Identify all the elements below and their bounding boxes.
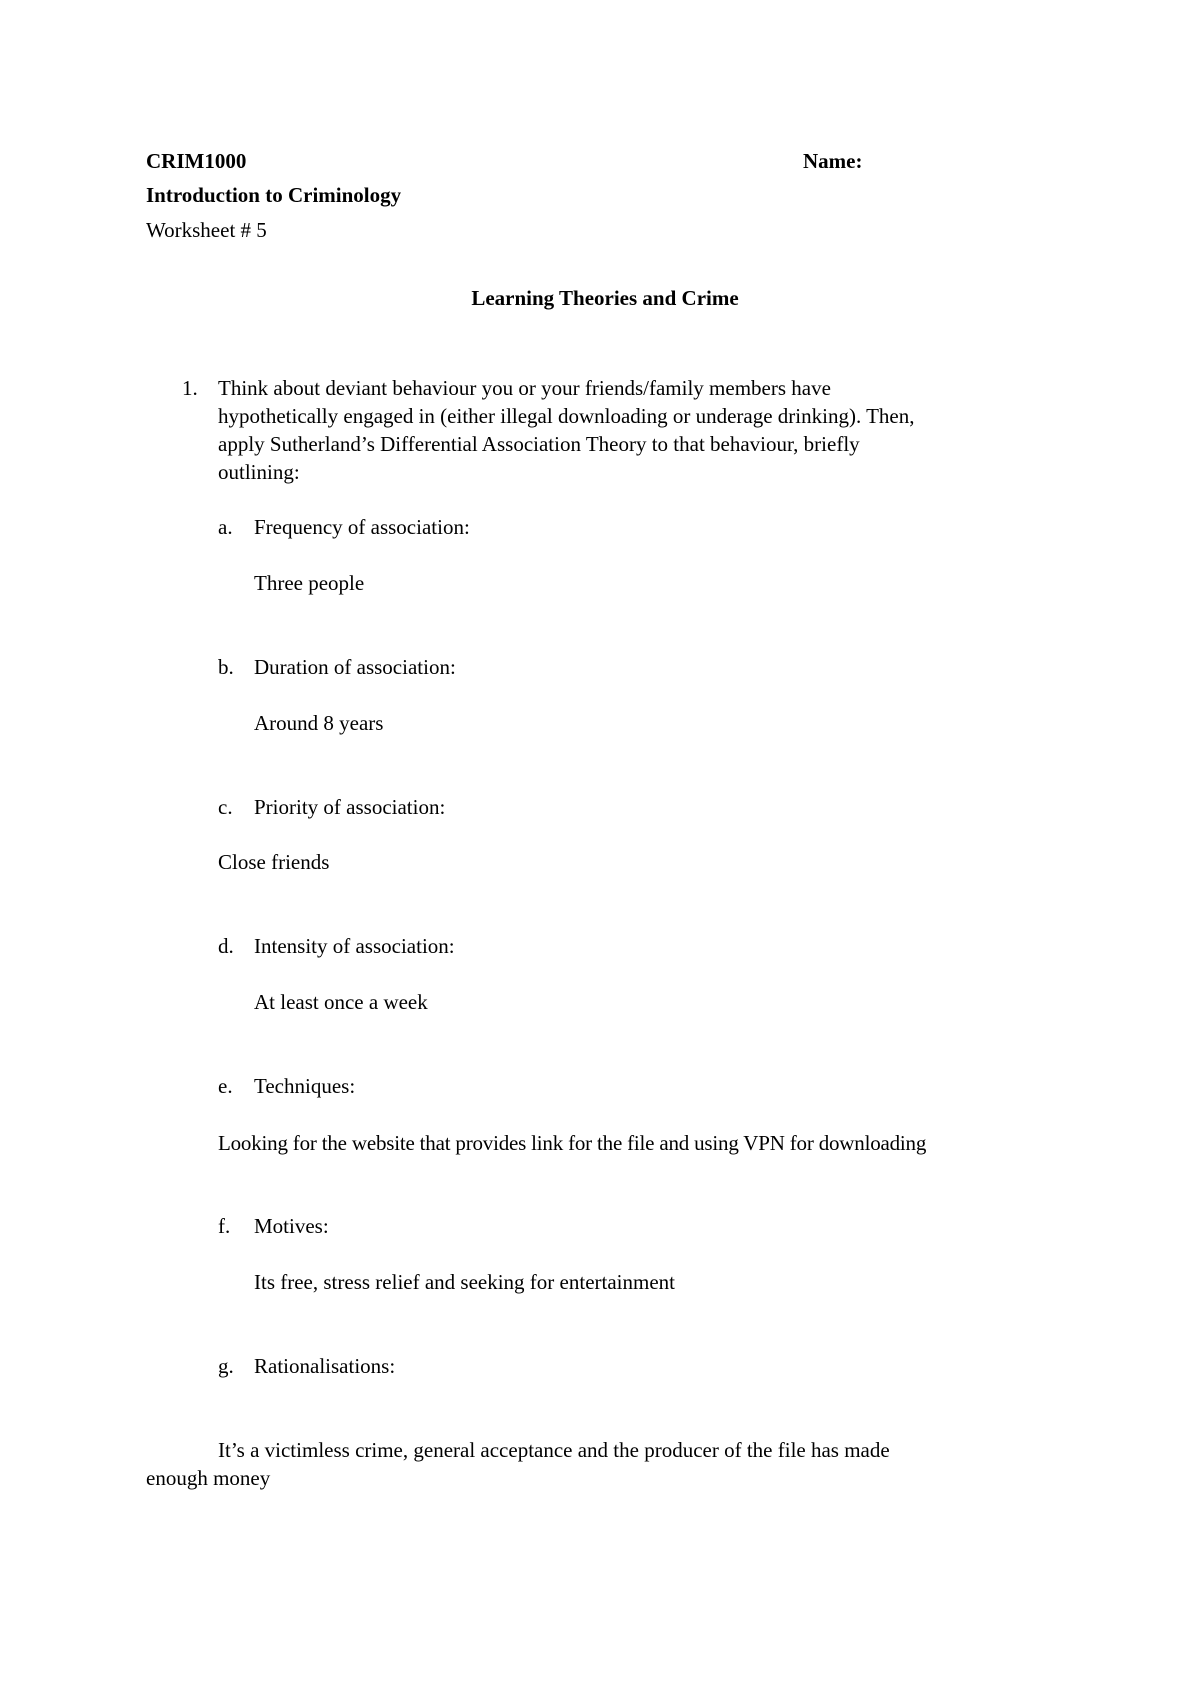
item-label: Rationalisations: [254, 1354, 396, 1378]
item-letter: c. [218, 795, 233, 819]
question-line: Think about deviant behaviour you or your friends/family members have [218, 376, 831, 400]
item-letter: g. [218, 1354, 234, 1378]
item-label: Duration of association: [254, 655, 456, 679]
page-title: Learning Theories and Crime [471, 286, 739, 310]
item-answer: Its free, stress relief and seeking for entertainment [254, 1270, 675, 1294]
item-label: Techniques: [254, 1074, 356, 1098]
question-line: outlining: [218, 460, 300, 484]
question-line: apply Sutherland’s Differential Association Theory to that behaviour, briefly [218, 432, 860, 456]
question-line: hypothetically engaged in (either illegal downloading or underage drinking). Then, [218, 404, 915, 428]
item-letter: f. [218, 1214, 231, 1238]
item-answer-line: enough money [146, 1466, 271, 1490]
item-answer: Three people [254, 571, 365, 595]
course-title: Introduction to Criminology [146, 183, 402, 207]
question-number: 1. [182, 376, 198, 400]
item-answer: At least once a week [254, 990, 428, 1014]
item-letter: b. [218, 655, 234, 679]
item-label: Frequency of association: [254, 515, 470, 539]
item-letter: d. [218, 934, 234, 958]
item-answer-line: It’s a victimless crime, general acceptance and the producer of the file has made [218, 1438, 890, 1462]
item-letter: a. [218, 515, 233, 539]
item-label: Intensity of association: [254, 934, 455, 958]
item-label: Priority of association: [254, 795, 446, 819]
item-letter: e. [218, 1074, 233, 1098]
item-answer: Around 8 years [254, 711, 384, 735]
name-label: Name: [803, 149, 863, 173]
worksheet-number: Worksheet # 5 [146, 218, 267, 242]
course-code: CRIM1000 [146, 149, 247, 173]
item-label: Motives: [254, 1214, 329, 1238]
item-answer: Looking for the website that provides link for the file and using VPN for downloading [218, 1131, 927, 1155]
item-answer: Close friends [218, 850, 330, 874]
